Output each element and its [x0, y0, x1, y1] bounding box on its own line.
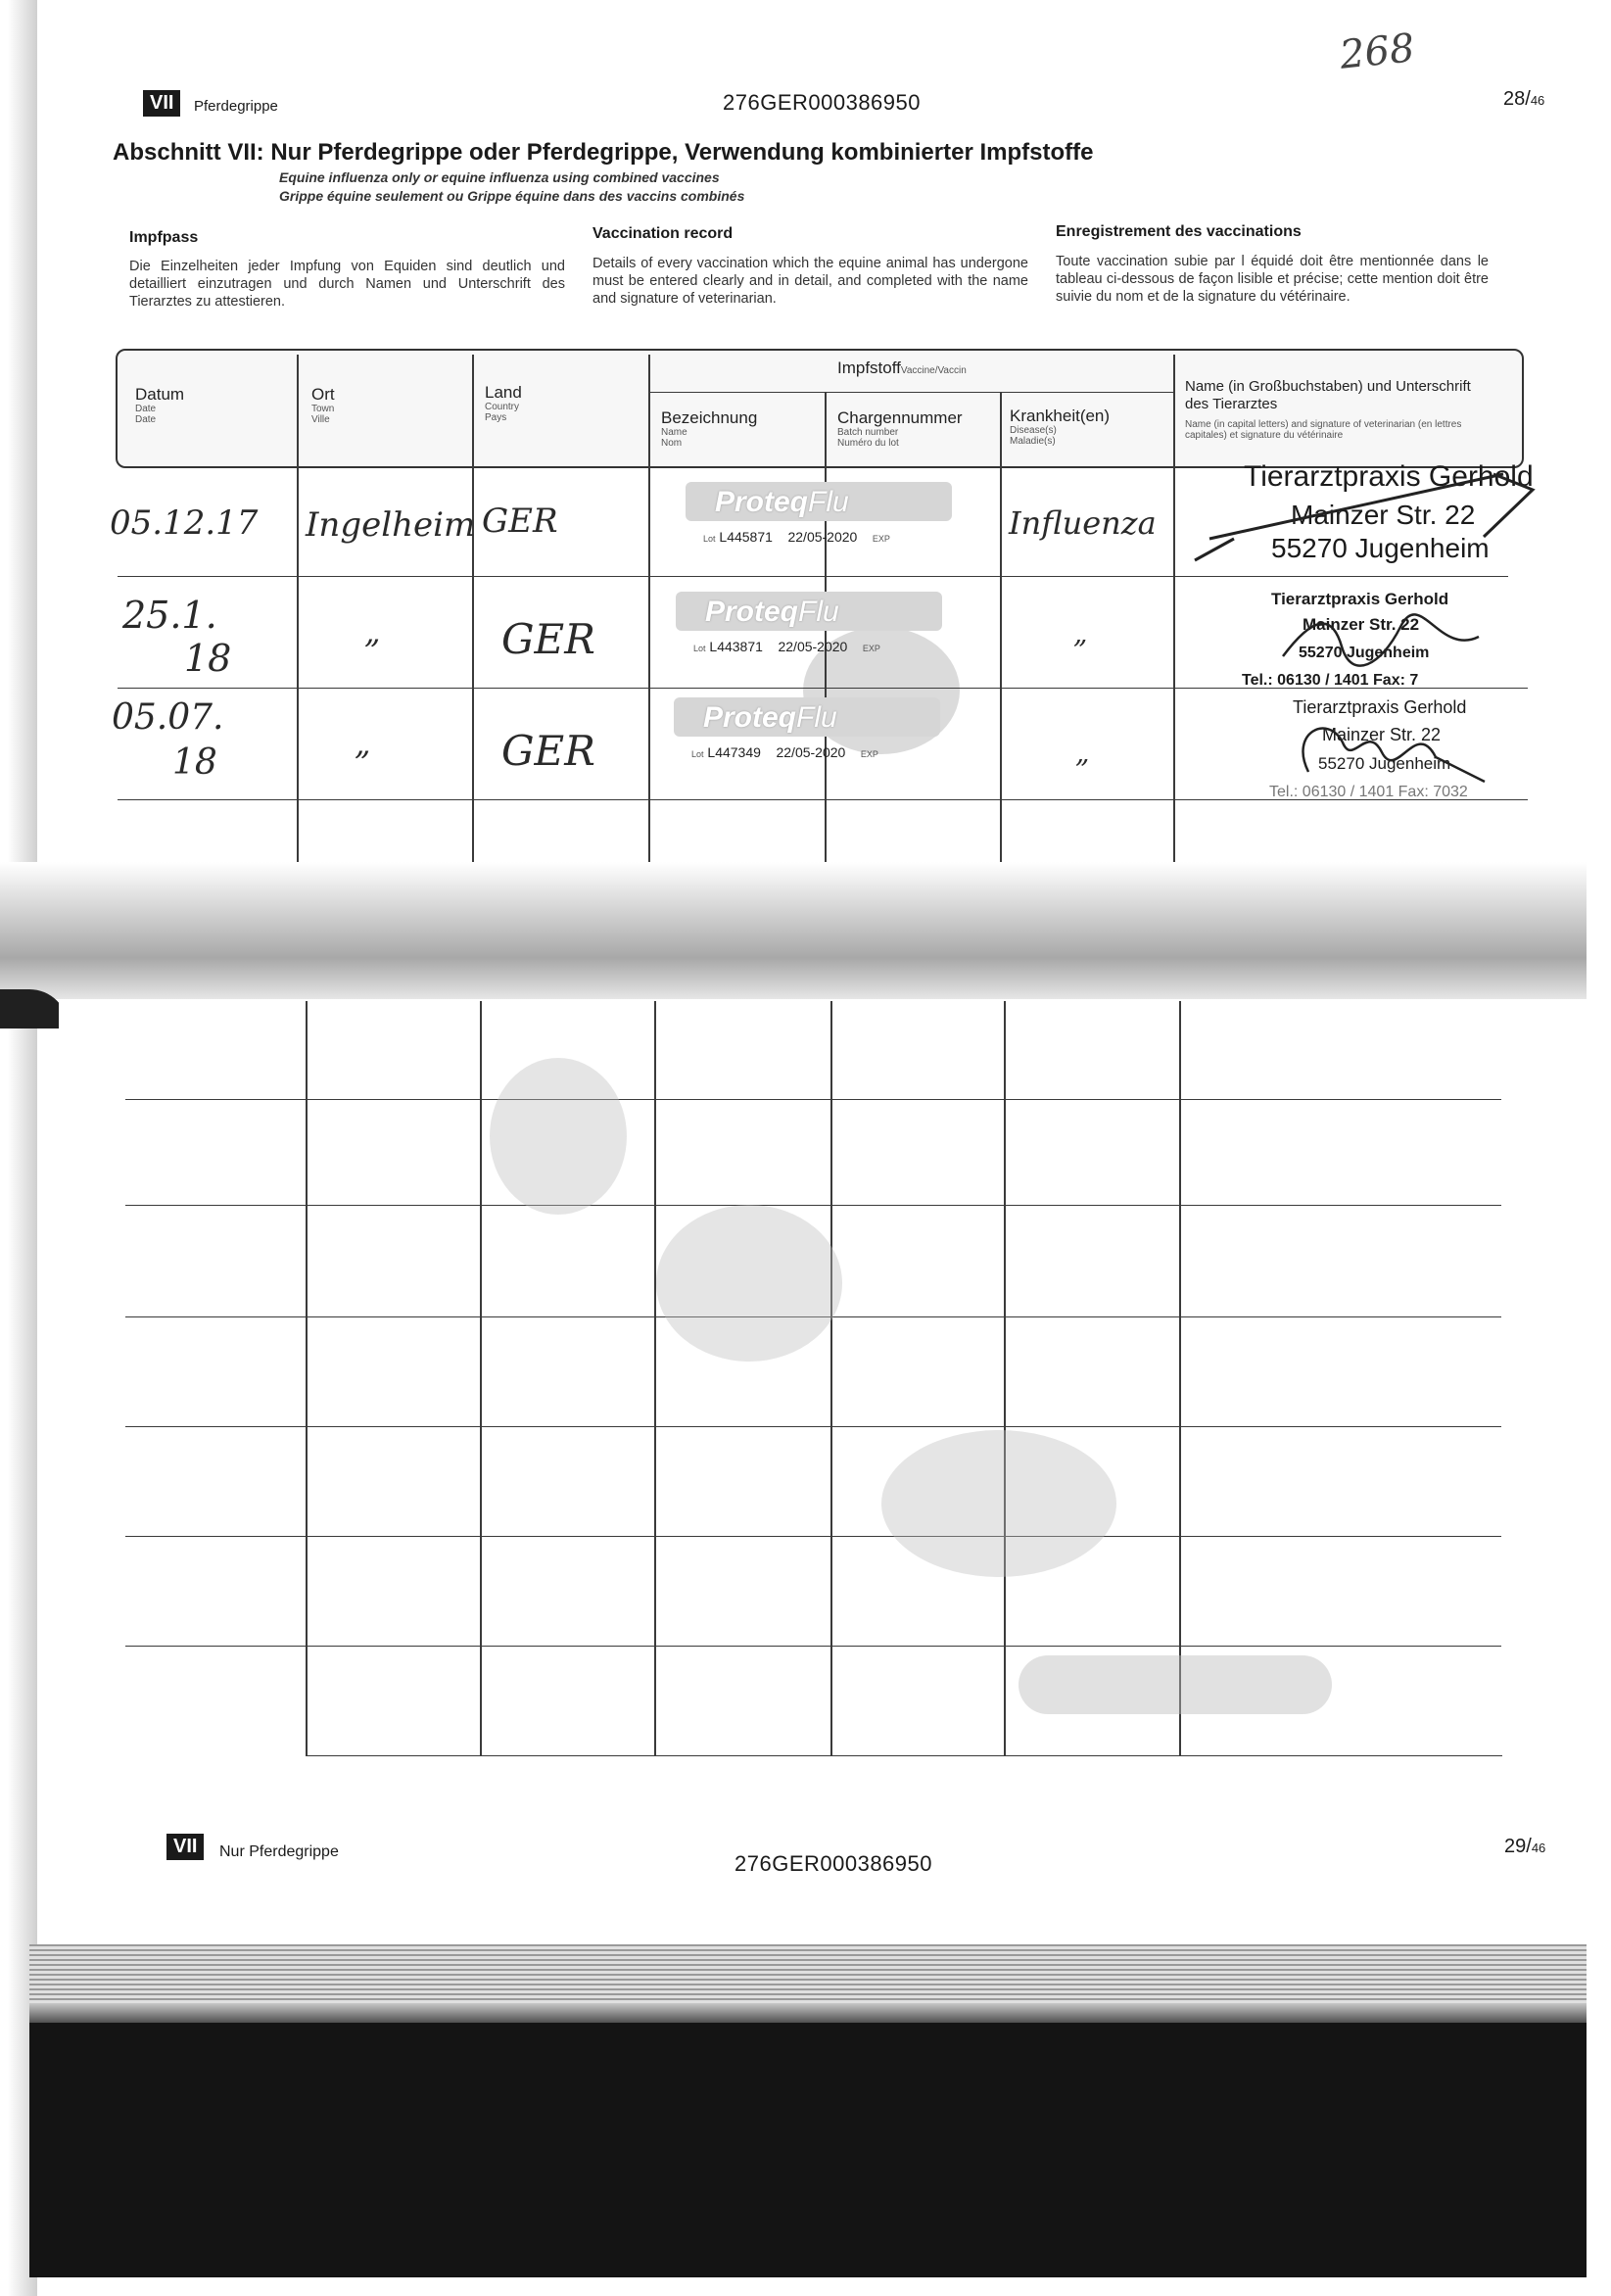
sticker-brand-suffix: Flu — [798, 596, 839, 628]
col-head-date-de: Datum — [135, 385, 185, 404]
table-divider — [830, 1001, 832, 1755]
sticker-brand-suffix: Flu — [796, 701, 837, 734]
table-divider — [306, 1001, 308, 1755]
intro-heading-de: Impfpass — [129, 229, 199, 246]
sticker-meta — [691, 744, 878, 760]
col-head-name-en: Name — [661, 427, 687, 438]
col-head-vaccine-enfr: Vaccine/Vaccin — [900, 365, 967, 376]
row2-exp: 22/05-2020 — [778, 639, 848, 654]
col-head-name — [661, 409, 757, 449]
table-row-line — [125, 1426, 1501, 1427]
row3-date-line1: 05.07. — [112, 697, 224, 738]
lower-page — [59, 999, 1587, 1939]
section-title: Abschnitt VII: Nur Pferdegrippe oder Pferdegrippe, Verwendung kombinierter Impfstoffe — [113, 139, 1094, 166]
row2-vaccine-sticker — [676, 592, 942, 660]
col-head-disease — [1010, 407, 1110, 447]
row2-town: „ — [364, 613, 381, 650]
row2-date-line2: 18 — [184, 637, 232, 680]
table-row-line — [118, 576, 1508, 577]
row1-vaccine-sticker — [686, 482, 952, 550]
row2-signature — [1273, 607, 1489, 676]
row1-date: 05.12.17 — [110, 503, 259, 543]
sticker-brand: ProteqFlu — [715, 486, 849, 518]
col-head-town — [311, 386, 335, 425]
sticker-exp-label: EXP — [872, 534, 890, 544]
page-fold — [0, 862, 1587, 999]
row1-disease: Influenza — [1009, 504, 1157, 542]
col-head-name-fr: Nom — [661, 438, 683, 449]
table-divider — [480, 1001, 482, 1755]
page-number — [1503, 88, 1544, 111]
section-subtitle-fr: Grippe équine seulement ou Grippe équine dans des vaccins combinés — [279, 188, 745, 204]
row3-batch: L447349 — [707, 744, 761, 760]
col-head-batch-fr: Numéro du lot — [837, 438, 899, 449]
row3-stamp-line2: Mainzer Str. 22 — [1322, 725, 1442, 744]
table-row-line — [125, 1205, 1501, 1206]
col-head-country-en: Country — [485, 402, 520, 412]
col-head-name-de: Bezeichnung — [661, 408, 758, 427]
table-row-line — [125, 1646, 1501, 1647]
col-head-vaccine-de: Impfstoff — [837, 359, 901, 377]
row3-stamp-line1: Tierarztpraxis Gerhold — [1293, 697, 1467, 717]
col-head-country-fr: Pays — [485, 412, 507, 423]
row1-stamp-line2: Mainzer Str. 22 — [1291, 500, 1476, 530]
sticker-brand: ProteqFlu — [705, 596, 839, 628]
table-divider — [1004, 1001, 1006, 1755]
col-head-vaccine — [837, 359, 967, 380]
col-head-batch — [837, 409, 963, 449]
section-subtitle-en: Equine influenza only or equine influenza using combined vaccines — [279, 169, 720, 185]
page-number-current: 28/ — [1503, 88, 1531, 110]
col-head-town-fr: Ville — [311, 414, 330, 425]
table-divider — [1179, 1001, 1181, 1755]
row1-stamp-line3: 55270 Jugenheim — [1271, 533, 1490, 563]
footer-section-badge: VII — [166, 1834, 204, 1860]
row2-stamp-line2: Mainzer Str. 22 — [1303, 615, 1420, 634]
intro-text-en: Details of every vaccination which the equine animal has undergone must be entered clearly and in detail, and completed with the name and signature of veterinarian. — [592, 256, 1028, 307]
col-head-town-en: Town — [311, 404, 335, 414]
col-head-vet-de: Name (in Großbuchstaben) und Unterschrift des Tierarztes — [1185, 378, 1471, 412]
row3-signature — [1289, 713, 1504, 791]
col-head-disease-fr: Maladie(s) — [1010, 436, 1056, 447]
row2-date-line1: 25.1. — [122, 594, 217, 637]
watermark-shape — [490, 1058, 627, 1215]
signature-stroke — [1195, 474, 1533, 560]
footer-section-badge-label: Nur Pferdegrippe — [219, 1843, 339, 1860]
col-head-disease-de: Krankheit(en) — [1010, 407, 1111, 425]
col-head-country-de: Land — [485, 383, 522, 402]
page-number-total: 46 — [1530, 93, 1545, 108]
section-badge-label: Pferdegrippe — [194, 98, 278, 115]
passport-number: 276GER000386950 — [723, 90, 921, 115]
row2-stamp-line4: Tel.: 06130 / 1401 Fax: 7 — [1242, 672, 1419, 689]
row3-date-line2: 18 — [172, 742, 217, 783]
row2-stamp-line1: Tierarztpraxis Gerhold — [1271, 590, 1449, 608]
row3-country: GER — [501, 727, 595, 775]
footer-passport-number: 276GER000386950 — [734, 1851, 932, 1876]
col-head-batch-de: Chargennummer — [837, 408, 963, 427]
footer-page-number — [1504, 1836, 1545, 1858]
row3-town: „ — [355, 725, 371, 762]
watermark-shape — [881, 1430, 1116, 1577]
col-head-disease-en: Disease(s) — [1010, 425, 1057, 436]
table-row-line — [306, 1755, 1502, 1756]
intro-heading-en: Vaccination record — [592, 225, 734, 242]
row2-stamp-line3: 55270 Jugenheim — [1299, 645, 1430, 661]
row1-batch: L445871 — [719, 529, 773, 545]
col-head-date — [135, 386, 184, 425]
scan-background — [29, 2023, 1587, 2277]
watermark-shape — [1019, 1655, 1332, 1714]
footer-page-number-current: 29/ — [1504, 1836, 1532, 1857]
table-divider — [648, 392, 1173, 393]
row3-exp: 22/05-2020 — [776, 744, 846, 760]
table-row-line — [125, 1536, 1501, 1537]
row2-disease: „ — [1073, 617, 1088, 649]
row1-stamp-line1: Tierarztpraxis Gerhold — [1244, 460, 1534, 493]
signature-stroke — [1303, 729, 1485, 782]
col-head-town-de: Ort — [311, 385, 335, 404]
footer-page-number-total: 46 — [1531, 1841, 1546, 1855]
handwritten-page-note: 268 — [1337, 25, 1417, 78]
row2-batch: L443871 — [709, 639, 763, 654]
sticker-brand-suffix: Flu — [808, 486, 849, 518]
row3-stamp-line3: 55270 Jugenheim — [1318, 754, 1451, 773]
table-divider — [654, 1001, 656, 1755]
row3-disease: „ — [1075, 737, 1090, 769]
section-badge: VII — [143, 90, 180, 117]
row3-vaccine-sticker — [674, 697, 940, 766]
row1-country: GER — [482, 502, 558, 541]
row1-signature — [1190, 470, 1542, 568]
col-head-country — [485, 384, 522, 423]
col-head-batch-en: Batch number — [837, 427, 899, 438]
sticker-lot-label: Lot — [703, 534, 716, 544]
signature-stroke — [1283, 614, 1479, 665]
table-row-line — [125, 1099, 1501, 1100]
sticker-lot-label: Lot — [691, 749, 704, 759]
intro-text-fr: Toute vaccination subie par l équidé doit être mentionnée dans le tableau ci-dessous de façon lisible et précise; cette mention doit être suivie du nom et de la signature du vétérinaire. — [1056, 254, 1489, 305]
sticker-exp-label: EXP — [860, 749, 878, 759]
sticker-meta — [693, 639, 880, 654]
sticker-brand: ProteqFlu — [703, 701, 837, 734]
watermark-shape — [656, 1205, 842, 1362]
sticker-exp-label: EXP — [862, 644, 880, 653]
intro-text-de: Die Einzelheiten jeder Impfung von Equiden sind deutlich und detailliert einzutragen und durch Namen und Unterschrift des Tierarztes zu attestieren. — [129, 259, 565, 310]
col-head-date-fr: Date — [135, 414, 157, 425]
col-head-vet — [1185, 378, 1498, 441]
row1-town: Ingelheim — [306, 505, 476, 545]
col-head-vet-enfr: Name (in capital letters) and signature of veterinarian (en lettres capitales) et signature du vétérinaire — [1185, 419, 1462, 441]
col-head-date-en: Date — [135, 404, 157, 414]
row1-exp: 22/05-2020 — [787, 529, 858, 545]
sticker-meta — [703, 529, 890, 545]
row3-stamp-line4: Tel.: 06130 / 1401 Fax: 7032 — [1269, 784, 1468, 800]
row2-country: GER — [501, 615, 595, 663]
sticker-lot-label: Lot — [693, 644, 706, 653]
intro-heading-fr: Enregistrement des vaccinations — [1056, 223, 1302, 240]
